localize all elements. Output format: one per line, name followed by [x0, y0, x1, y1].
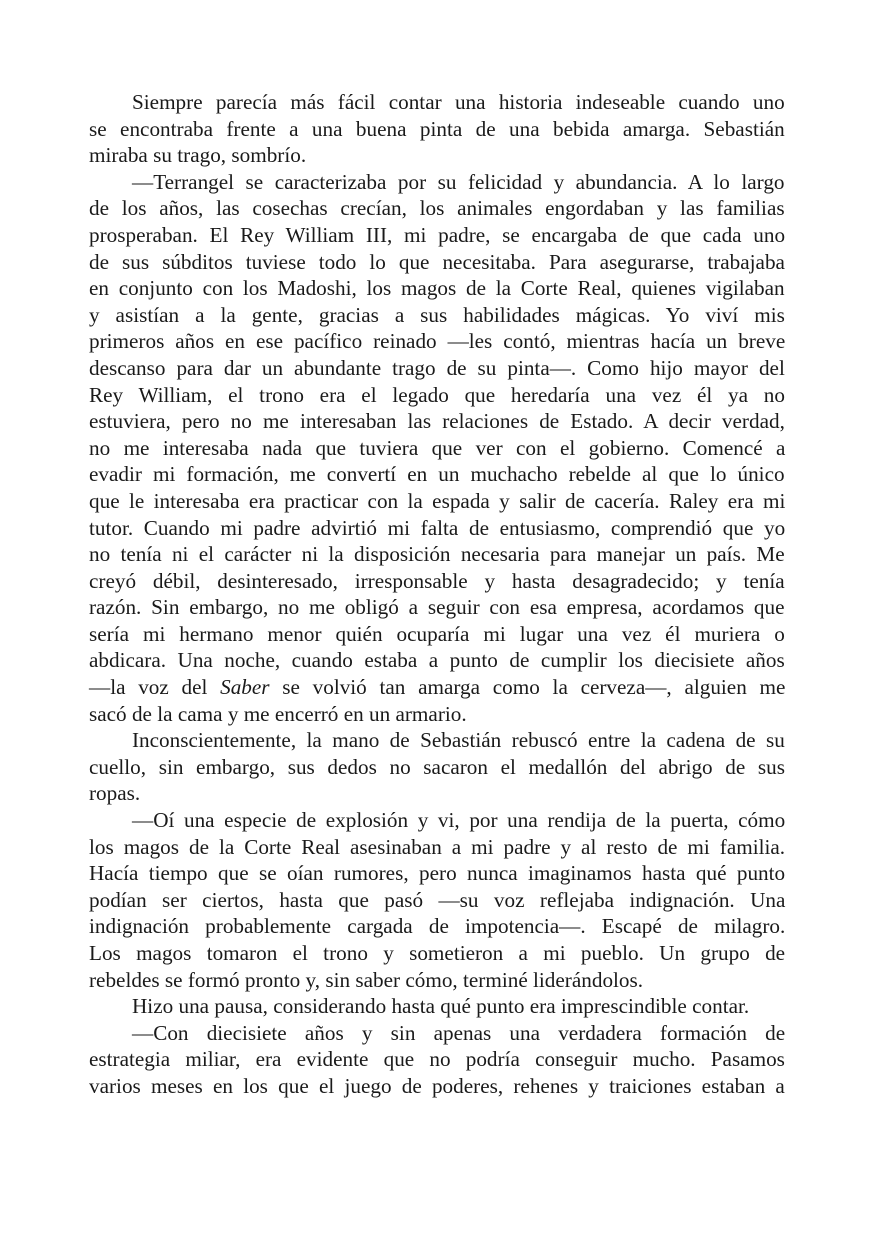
text-segment: se volvió tan amarga como la cerveza—, alguien me — [269, 675, 786, 700]
text-line: estrategia miliar, era evidente que no podría conseguir mucho. Pasamos — [89, 1047, 785, 1072]
text-line: razón. Sin embargo, no me obligó a seguir con esa empresa, acordamos que — [89, 595, 785, 620]
text-line: no me interesaba nada que tuviera que ver con el gobierno. Comencé a — [89, 435, 786, 460]
text-line: abdicara. Una noche, cuando estaba a punto de cumplir los diecisiete años — [89, 648, 785, 673]
text-line — [89, 674, 785, 701]
text-line: de los años, las cosechas crecían, los animales engordaban y las familias — [89, 196, 785, 221]
text-line: —Oí una especie de explosión y vi, por una rendija de la puerta, cómo — [132, 808, 786, 833]
text-line: y asistían a la gente, gracias a sus habilidades mágicas. Yo viví mis — [89, 302, 785, 327]
text-line: ropas. — [89, 781, 141, 806]
text-line: Los magos tomaron el trono y sometieron a mi pueblo. Un grupo de — [89, 941, 786, 965]
text-line: primeros años en ese pacífico reinado —les contó, mientras hacía un breve — [89, 329, 786, 354]
text-line: se encontraba frente a una buena pinta de una bebida amarga. Sebastián — [89, 116, 785, 141]
text-line: Hizo una pausa, considerando hasta qué punto era imprescindible contar. — [132, 994, 750, 1019]
text-line: tutor. Cuando mi padre advirtió mi falta de entusiasmo, comprendió que yo — [89, 515, 786, 540]
body-text — [89, 89, 785, 1100]
text-line: sacó de la cama y me encerró en un armario. — [89, 701, 467, 726]
text-line: varios meses en los que el juego de poderes, rehenes y traiciones estaban a — [89, 1073, 785, 1098]
italic-word: Saber — [220, 675, 270, 700]
text-line: —Con diecisiete años y sin apenas una verdadera formación de — [132, 1020, 786, 1045]
text-line: en conjunto con los Madoshi, los magos de la Corte Real, quienes vigilaban — [89, 276, 785, 301]
text-line: que le interesaba era practicar con la espada y salir de cacería. Raley era mi — [89, 488, 786, 513]
text-line: cuello, sin embargo, sus dedos no sacaron el medallón del abrigo de sus — [89, 754, 785, 779]
text-line: podían ser ciertos, hasta que pasó —su voz reflejaba indignación. Una — [89, 887, 786, 912]
text-line: prosperaban. El Rey William III, mi padre, se encargaba de que cada uno — [89, 222, 786, 247]
text-line: no tenía ni el carácter ni la disposición necesaria para manejar un país. Me — [89, 542, 785, 567]
text-line: estuviera, pero no me interesaban las relaciones de Estado. A decir verdad, — [89, 409, 785, 434]
text-line: los magos de la Corte Real asesinaban a mi padre y al resto de mi familia. — [89, 834, 786, 859]
text-line: descanso para dar un abundante trago de su pinta—. Como hijo mayor del — [89, 355, 785, 380]
text-line: Inconscientemente, la mano de Sebastián rebuscó entre la cadena de su — [132, 728, 785, 753]
text-line: —Terrangel se caracterizaba por su felicidad y abundancia. A lo largo — [132, 169, 785, 194]
text-line: sería mi hermano menor quién ocuparía mi lugar una vez él muriera o — [89, 621, 785, 646]
text-line: miraba su trago, sombrío. — [89, 143, 307, 168]
text-line: de sus súbditos tuviese todo lo que necesitaba. Para asegurarse, trabajaba — [89, 249, 785, 274]
text-line: creyó débil, desinteresado, irresponsable y hasta desagradecido; y tenía — [89, 568, 785, 593]
text-segment: —la voz del — [89, 675, 221, 700]
text-line: Siempre parecía más fácil contar una historia indeseable cuando uno — [132, 90, 785, 114]
text-line: Rey William, el trono era el legado que heredaría una vez él ya no — [89, 382, 785, 407]
text-line: indignación probablemente cargada de impotencia—. Escapé de milagro. — [89, 914, 786, 939]
text-line: evadir mi formación, me convertí en un muchacho rebelde al que lo único — [89, 462, 785, 487]
text-line: Hacía tiempo que se oían rumores, pero nunca imaginamos hasta qué punto — [89, 861, 786, 886]
text-line: rebeldes se formó pronto y, sin saber cómo, terminé liderándolos. — [89, 967, 644, 992]
